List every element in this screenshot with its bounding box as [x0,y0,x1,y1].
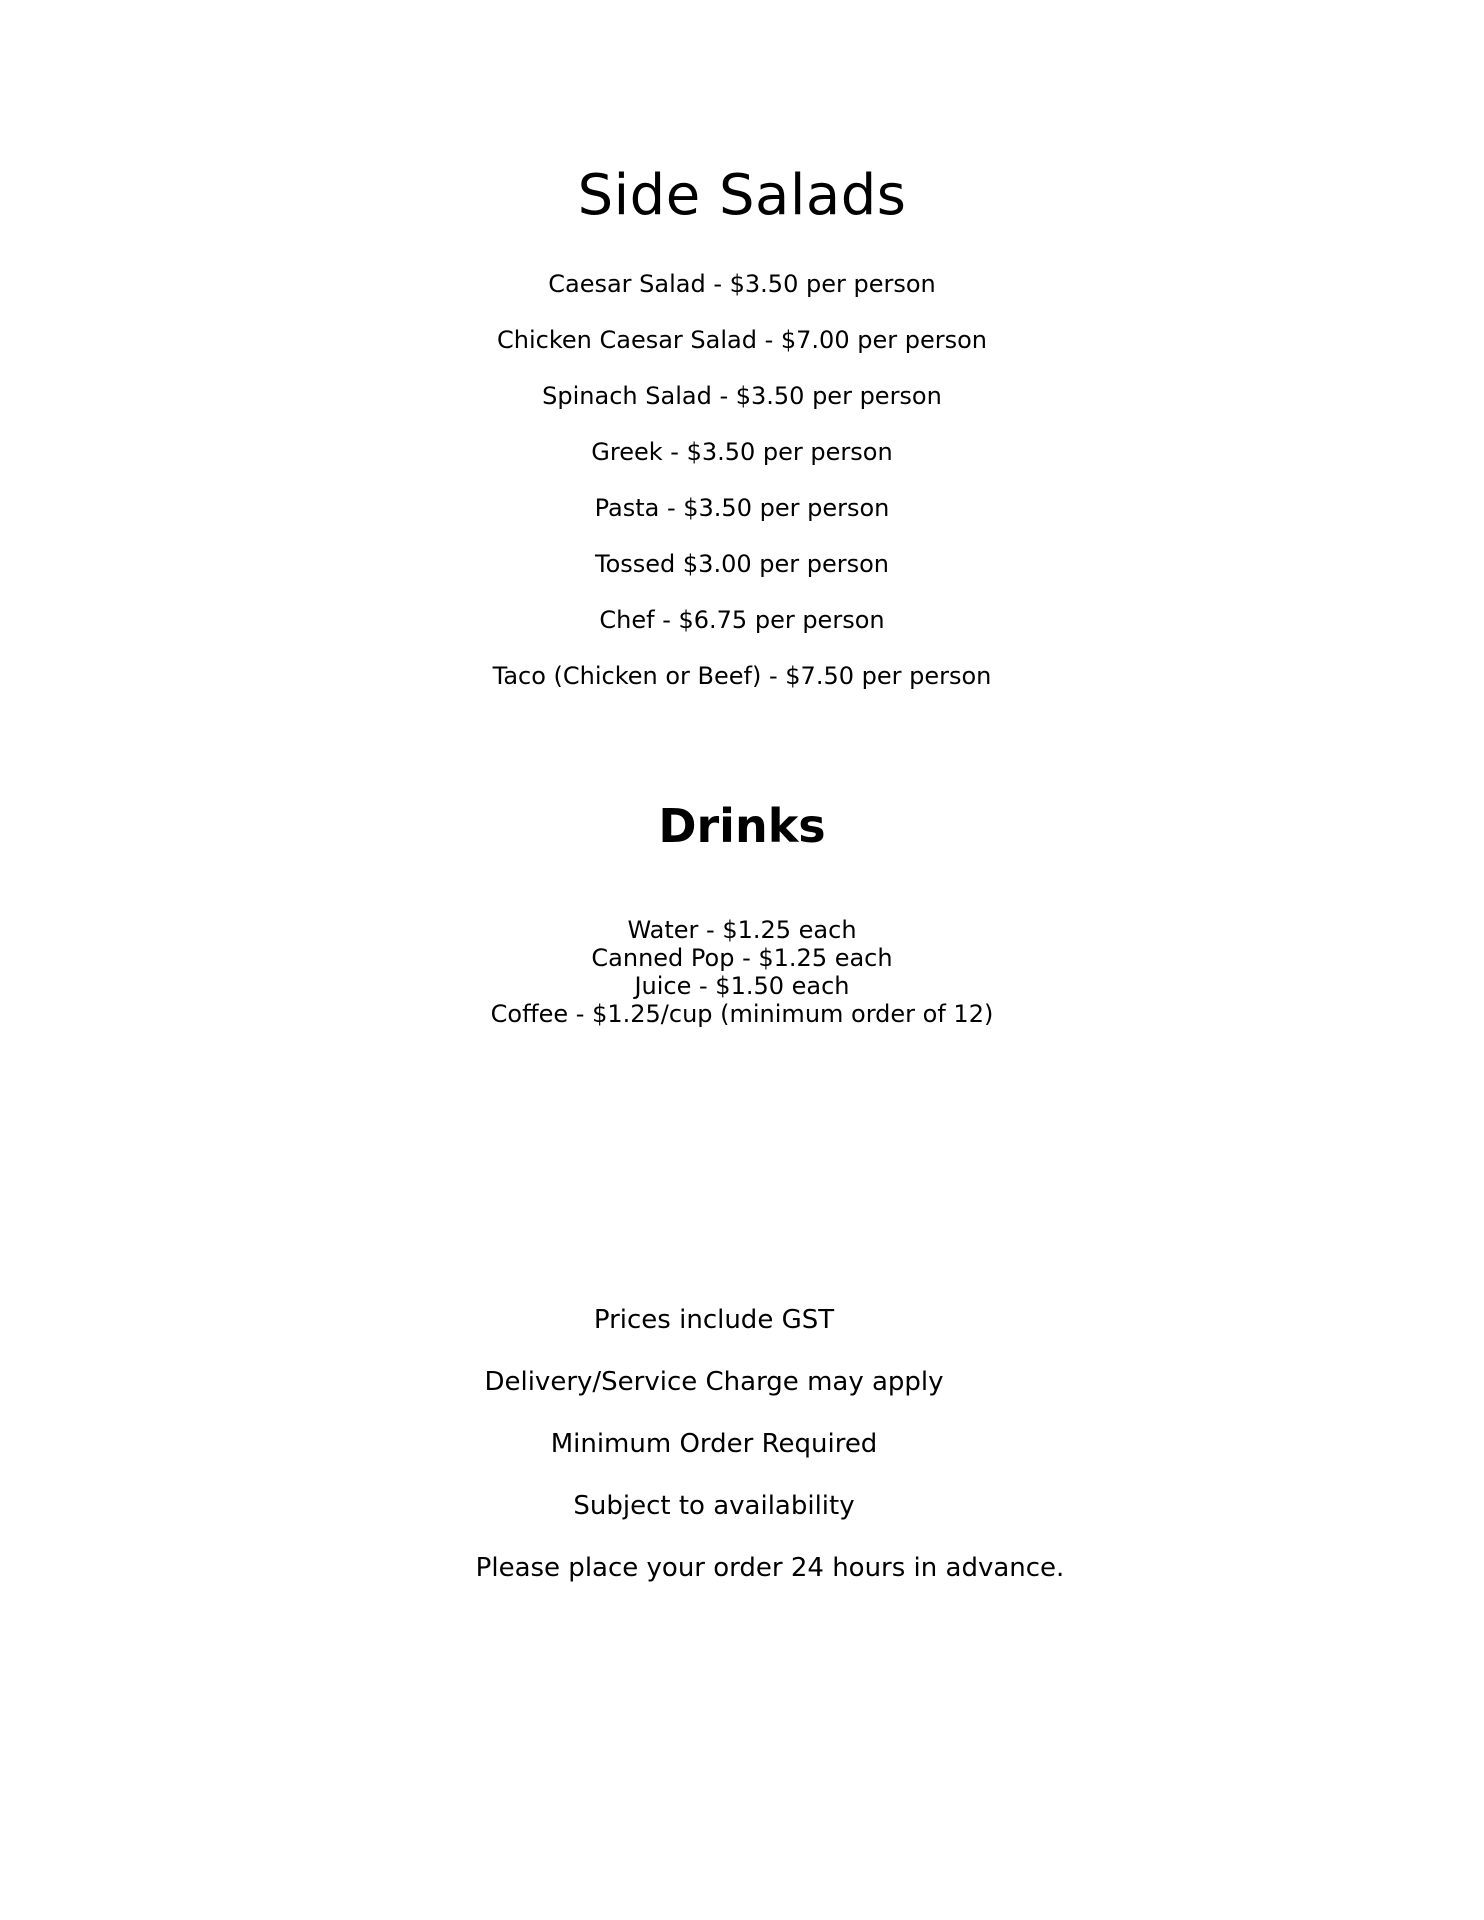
note-availability: Subject to availability [573,1491,855,1521]
drinks-list [0,916,1484,1028]
note-gst: Prices include GST [593,1305,835,1335]
drink-item-water: Water - $1.25 each [627,916,857,944]
salad-item-greek: Greek - $3.50 per person [591,438,893,466]
note-minimum-order: Minimum Order Required [550,1429,878,1459]
order-notes [474,1304,954,1552]
side-salads-list [0,270,1484,718]
drinks-heading: Drinks [658,799,826,853]
salad-item-taco: Taco (Chicken or Beef) - $7.50 per person [492,662,992,690]
note-advance-order: Please place your order 24 hours in advance. [475,1553,1065,1583]
drink-item-coffee: Coffee - $1.25/cup (minimum order of 12) [490,1000,994,1028]
drink-item-canned-pop: Canned Pop - $1.25 each [591,944,893,972]
salad-item-pasta: Pasta - $3.50 per person [594,494,890,522]
drink-item-juice: Juice - $1.50 each [634,972,850,1000]
salad-item-chicken-caesar: Chicken Caesar Salad - $7.00 per person [497,326,987,354]
salad-item-tossed: Tossed $3.00 per person [595,550,889,578]
side-salads-heading: Side Salads [577,163,907,228]
salad-item-caesar: Caesar Salad - $3.50 per person [548,270,936,298]
note-delivery: Delivery/Service Charge may apply [484,1367,944,1397]
salad-item-spinach: Spinach Salad - $3.50 per person [542,382,942,410]
salad-item-chef: Chef - $6.75 per person [599,606,885,634]
